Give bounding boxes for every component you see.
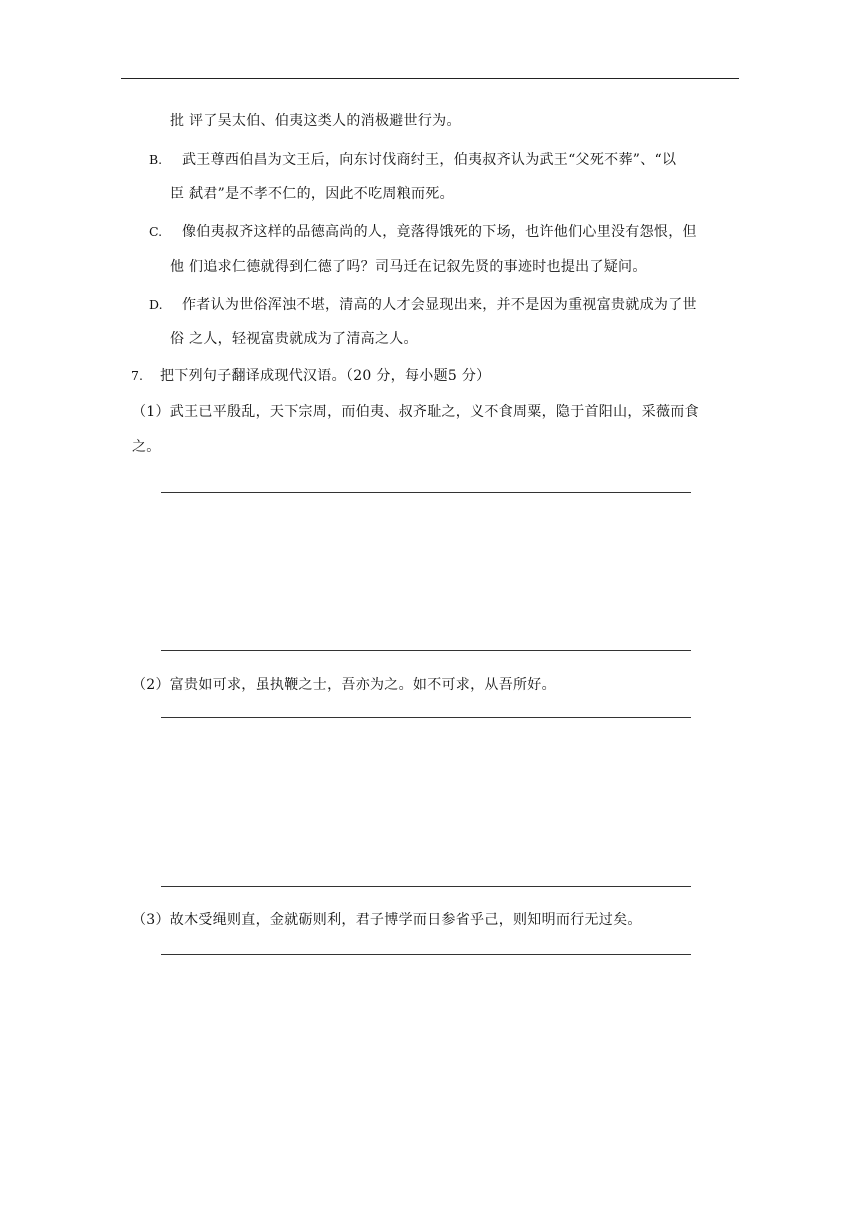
option-d-line-2: 俗 之人，轻视富贵就成为了清高之人。 (170, 331, 418, 347)
option-c-line-2: 他 们追求仁德就得到仁德了吗？司马迁在记叙先贤的事迹时也提出了疑问。 (170, 259, 647, 275)
option-b-line-2: 臣 弑君”是不孝不仁的，因此不吃周粮而死。 (170, 186, 454, 202)
item-1-line-1: （1）武王已平殷乱，天下宗周，而伯夷、叔齐耻之，义不食周粟，隐于首阳山，采薇而食 (132, 404, 699, 420)
option-a-continued: 批 评了吴太伯、伯夷这类人的消极避世行为。 (170, 113, 461, 129)
item-1-line-2: 之。 (132, 439, 161, 455)
answer-line-1a[interactable] (161, 492, 691, 493)
question-number: 7. (131, 368, 143, 383)
option-c-line-1: 像伯夷叔齐这样的品德高尚的人，竟落得饿死的下场，也许他们心里没有怨恨，但 (182, 224, 697, 240)
option-d-letter: D. (149, 297, 163, 312)
answer-line-3a[interactable] (161, 954, 691, 955)
option-d-line-1: 作者认为世俗浑浊不堪，清高的人才会显现出来，并不是因为重视富贵就成为了世 (182, 297, 697, 313)
answer-line-2b[interactable] (161, 886, 691, 887)
question-prompt: 把下列句子翻译成现代汉语。（20 分，每小题5 分） (160, 368, 491, 384)
answer-line-2a[interactable] (161, 717, 691, 718)
item-2-line-1: （2）富贵如可求，虽执鞭之士，吾亦为之。如不可求，从吾所好。 (132, 677, 556, 693)
answer-line-1b[interactable] (161, 650, 691, 651)
option-b-letter: B. (149, 152, 163, 167)
item-3-line-1: （3）故木受绳则直，金就砺则利，君子博学而日参省乎己，则知明而行无过矣。 (132, 912, 642, 928)
option-c-letter: C. (149, 224, 163, 239)
header-rule (121, 78, 739, 79)
option-b-line-1: 武王尊西伯昌为文王后，向东讨伐商纣王，伯夷叔齐认为武王“父死不葬”、“以 (182, 152, 677, 168)
